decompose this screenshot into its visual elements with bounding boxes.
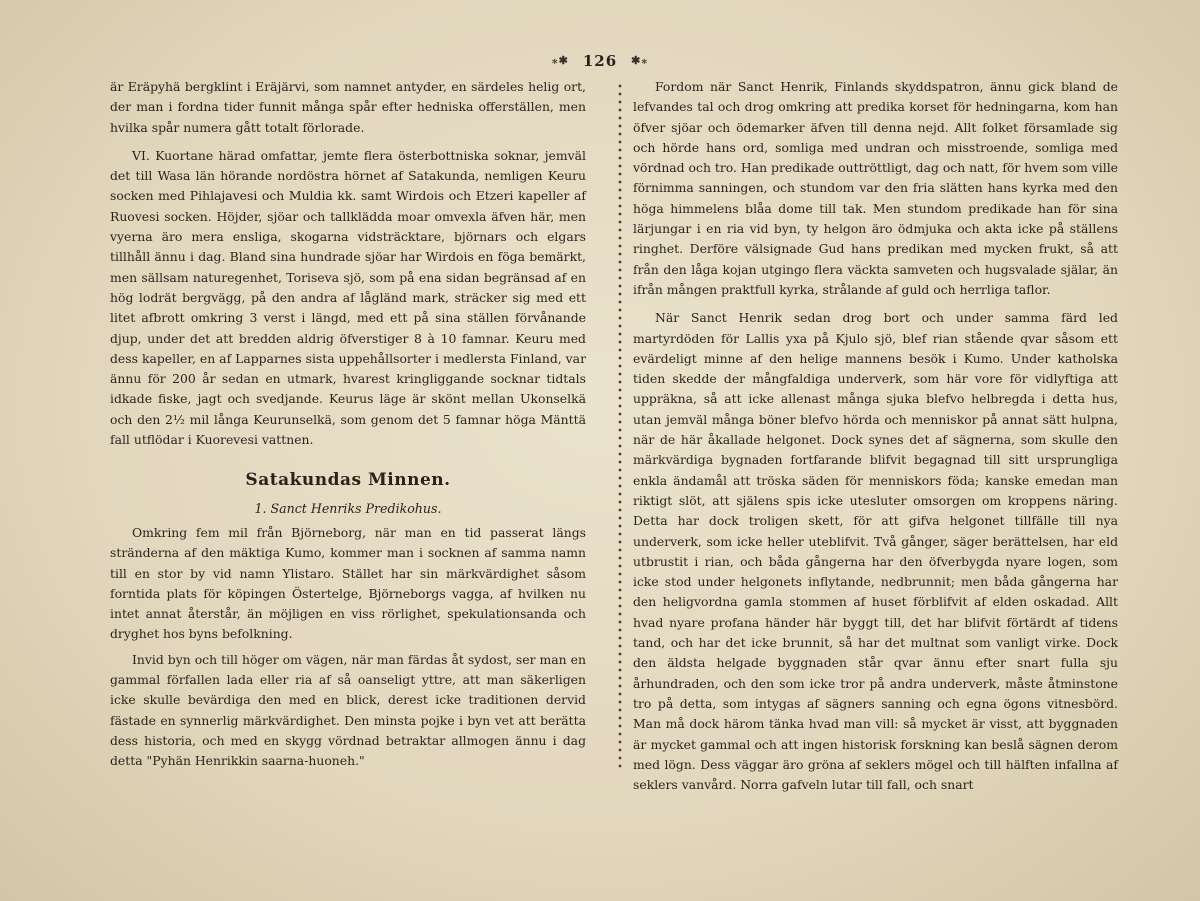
right-paragraph-2: När Sanct Henrik sedan drog bort och under samma färd led martyrdöden för Lallis yxa på Kjulo sjö, blef rian stående qvar såsom ett evärdeligt minne af den helige mannens besök i Kumo. Under katholska tiden skedde der mångfaldiga underverk, som här vore för vidlyftiga att uppräkna, så att icke allenast många sjuka blefvo helbregda i detta hus, utan jemväl många böner blefvo hörda och menniskor på annat sätt hulpna, när de här åkallade helgonet. Dock synes det af sägnerna, som skulle den märkvärdiga bygnaden fortfarande blifvit begagnad till sitt ursprungliga enkla ändamål att tröska säden för menniskors föda; kanske emedan man riktigt slöt, att själens spis icke utesluter omsorgen om kroppens näring. Detta har dock troligen skett, för att gifva helgonet tillfälle till nya underverk, som icke heller uteblifvit. Två gånger, säger berättelsen, har eld utbrustit i rian, och båda gångerna har den öfverbygda nyare logen, som icke stod under helgonets inflytande, nedbrunnit; men båda gångerna har den heligvordna gamla stommen af huset förblifvit af elden oskadad. Allt hvad nyare profana händer här byggt till, det har blifvit förtärdt af tidens tand, och har det icke brunnit, så har det multnat som vanligt virke. Dock den äldsta helgade byggnaden står qvar ännu efter snart fulla sju århundraden, och den som icke tror på andra underverk, måste åtminstone tro på detta, som intygas af sägners sanning och egna ögons vitnesbörd. Man må dock härom tänka hvad man vill: så mycket är visst, att byggnaden är mycket gammal och att ingen historisk forskning kan beslå sägnen derom med lögn. Dess väggar äro gröna af seklers mögel och till hälften infallna af seklers vanvård. Norra gafveln lutar till fall, och snart (633, 310, 1118, 793)
subsection-title: 1. Sanct Henriks Predikohus. (254, 500, 442, 516)
right-paragraph-1: Fordom när Sanct Henrik, Finlands skyddspatron, ännu gick bland de lefvandes tal och drog omkring att predika korset för hedningarna, kom han öfver sjöar och ödemarker äfven till denna nejd. Allt folket församlade sig och hörde hans ord, somliga med undran och misstroende, somliga med vördnad och tro. Han predikade outtröttligt, dag och natt, för hvem som ville förnimma sanningen, och stundom var den fria slätten hans kyrka med den höga himmelens blåa dome till tak. Men stundom predikade han för sina lärjungar i en ria vid byn, ty helgon äro ödmjuka och akta icke på ställens ringhet. Derföre välsignade Gud hans predikan med mycken frukt, så att från den låga kojan utgingo flera väckta samveten och hugsvalade själar, än ifrån mången praktfull kyrka, strålande af guld och herrliga taflor. (633, 79, 1118, 297)
left-column (110, 77, 586, 772)
page-number: 126 (582, 52, 618, 70)
left-paragraph-1: är Eräpyhä bergklint i Eräjärvi, som namnet antyder, en särdeles helig ort, der man i fordna tider funnit många spår efter hedniska offerställen, men hvilka spår numera gått totalt förlorade. (110, 79, 586, 135)
left-paragraph-4: Invid byn och till höger om vägen, när man färdas åt sydost, ser man en gammal förfallen lada eller ria af så oanseligt yttre, att man säkerligen icke skulle bevärdiga den med en blick, derest icke traditionen dervid fästade en synnerlig märkvärdighet. Den minsta pojke i byn vet att berätta dess historia, och med en skygg vördnad betraktar allmogen ännu i dag detta "Pyhän Henrikkin saarna-huoneh." (110, 651, 586, 769)
left-paragraph-2: VI. Kuortane härad omfattar, jemte flera österbottniska soknar, jemväl det till Wasa län hörande nordöstra hörnet af Satakunda, nemligen Keuru socken med Pihlajavesi och Muldia kk. samt Wirdois och Etzeri kapeller af Ruovesi socken. Höjder, sjöar och tallklädda moar omvexla äfven här, men vyerna äro mera ensliga, skogarna vidsträcktare, björnars och elgars tillhåll ännu i dag. Bland sina hundrade sjöar har Wirdois en föga bemärkt, men sällsam naturegenhet, Toriseva sjö, som på ena sidan begränsad af en hög lodrät bergvägg, på den andra af lågländ mark, sträcker sig med ett litet afbrott omkring 3 verst i längd, med ett på sina ställen förvånande djup, under det att bredden aldrig öfverstiger 8 à 10 famnar. Keuru med dess kapeller, en af Lapparnes sista uppehållsorter i medlersta Finland, var ännu för 200 år sedan en utmark, hvarest kringliggande socknar tidtals idkade fiske, jagt och svedjande. Keurus läge är skönt mellan Ukonselkä och den 2½ mil långa Keurunselkä, som genom det 5 famnar höga Mänttä fall utflödar i Kuorevesi vattnen. (110, 147, 586, 448)
section-title: Satakundas Minnen. (245, 470, 451, 491)
header-ornament-left: ⁎✱ (551, 54, 569, 67)
header-ornament-right: ✱⁎ (631, 54, 649, 67)
column-divider (617, 82, 623, 772)
left-paragraph-3: Omkring fem mil från Björneborg, när man en tid passerat längs stränderna af den mäktiga Kumo, kommer man i socknen af samma namn till en stor by vid namn Ylistaro. Stället har sin märkvärdighet såsom forntida plats för köpingen Östertelge, Björneborgs vagga, af hvilken nu intet annat återstår, än möjligen en viss rörlighet, spekulationsanda och dryghet hos byns befolkning. (110, 524, 586, 642)
right-column (633, 77, 1118, 795)
page-header (0, 52, 1200, 72)
